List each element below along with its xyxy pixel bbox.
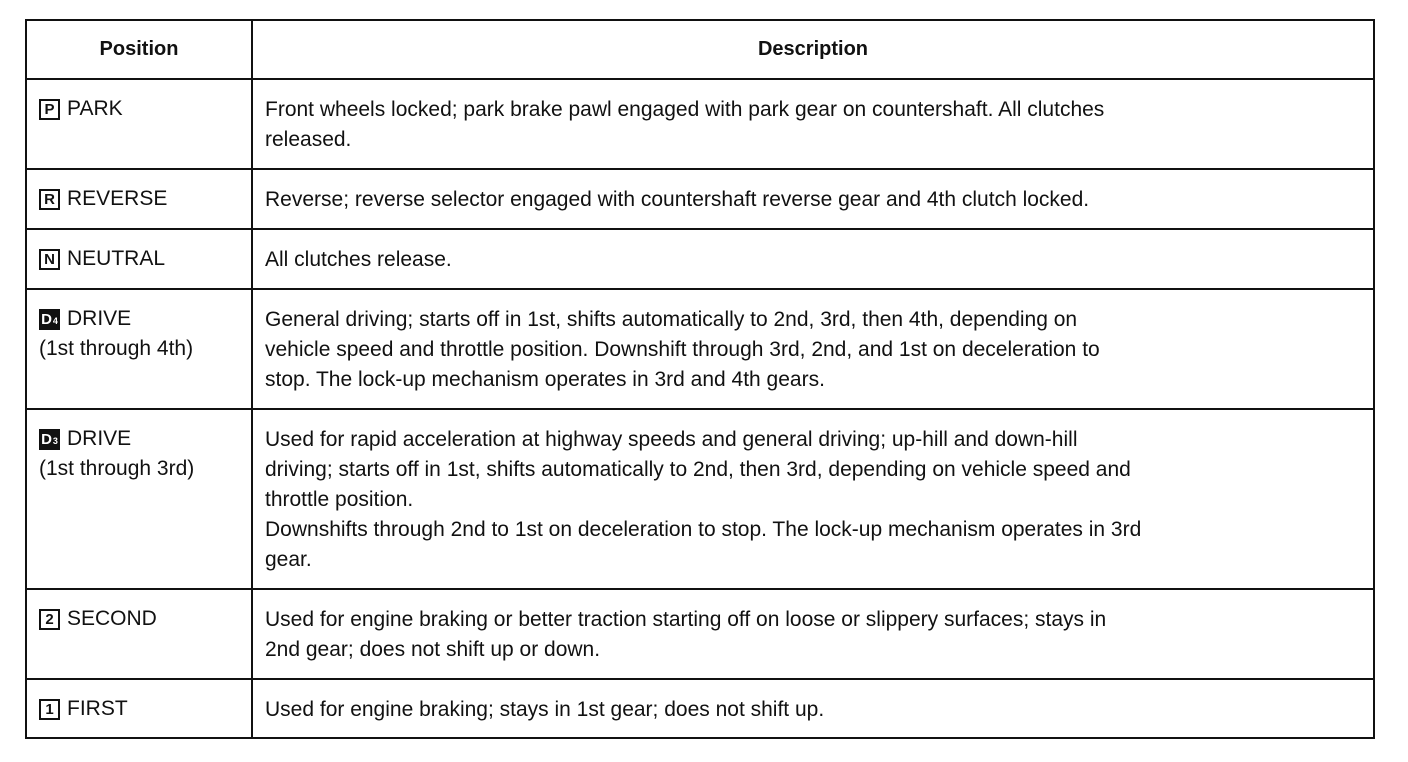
- description-line: Used for engine braking; stays in 1st gear; does not shift up.: [265, 698, 825, 721]
- shift-position-table: [25, 19, 1375, 739]
- table-row: [27, 230, 1373, 290]
- position-cell: [39, 184, 249, 214]
- table-header-row: [27, 21, 1373, 80]
- description-line: 2nd gear; does not shift up or down.: [265, 638, 601, 661]
- description-cell: [265, 605, 1365, 665]
- position-name: FIRST: [67, 697, 128, 720]
- gear-indicator-icon: 2: [39, 609, 60, 630]
- gear-indicator-icon: D 3: [39, 429, 60, 450]
- description-line: All clutches release.: [265, 248, 452, 271]
- position-cell: [39, 244, 249, 274]
- position-name: SECOND: [67, 607, 157, 630]
- position-range: (1st through 3rd): [39, 457, 195, 480]
- description-line: gear.: [265, 548, 312, 571]
- description-line: vehicle speed and throttle position. Downshift through 3rd, 2nd, and 1st on deceleration to: [265, 338, 1100, 361]
- description-line: throttle position.: [265, 488, 414, 511]
- gear-indicator-icon: D 4: [39, 309, 60, 330]
- table-row: [27, 80, 1373, 170]
- description-cell: [265, 695, 1365, 725]
- description-line: stop. The lock-up mechanism operates in 3rd and 4th gears.: [265, 368, 825, 391]
- gear-indicator-icon: P: [39, 99, 60, 120]
- description-line: Reverse; reverse selector engaged with countershaft reverse gear and 4th clutch locked.: [265, 188, 1090, 211]
- table-row: [27, 290, 1373, 410]
- position-name: PARK: [67, 97, 123, 120]
- gear-indicator-icon: R: [39, 189, 60, 210]
- position-name: REVERSE: [67, 187, 168, 210]
- gear-indicator-icon: 1: [39, 699, 60, 720]
- description-cell: [265, 245, 1365, 275]
- position-cell: [39, 94, 249, 124]
- position-cell: [39, 304, 249, 364]
- header-position: Position: [99, 38, 179, 60]
- description-cell: [265, 95, 1365, 155]
- table-row: [27, 170, 1373, 230]
- description-cell: [265, 425, 1365, 575]
- position-range: (1st through 4th): [39, 337, 194, 360]
- description-line: General driving; starts off in 1st, shifts automatically to 2nd, 3rd, then 4th, depending on: [265, 308, 1078, 331]
- description-line: driving; starts off in 1st, shifts automatically to 2nd, then 3rd, depending on vehicle speed and: [265, 458, 1131, 481]
- position-name: NEUTRAL: [67, 247, 166, 270]
- header-description: Description: [757, 38, 869, 60]
- position-cell: [39, 604, 249, 634]
- table-row: [27, 590, 1373, 680]
- description-line: Downshifts through 2nd to 1st on deceleration to stop. The lock-up mechanism operates in 3rd: [265, 518, 1142, 541]
- table-row: [27, 410, 1373, 590]
- table-row: [27, 680, 1373, 737]
- description-cell: [265, 305, 1365, 395]
- position-cell: [39, 694, 249, 724]
- position-cell: [39, 424, 249, 484]
- description-line: Front wheels locked; park brake pawl engaged with park gear on countershaft. All clutches: [265, 98, 1105, 121]
- description-line: Used for engine braking or better traction starting off on loose or slippery surfaces; stays in: [265, 608, 1107, 631]
- position-name: DRIVE: [67, 307, 132, 330]
- gear-indicator-icon: N: [39, 249, 60, 270]
- description-line: released.: [265, 128, 352, 151]
- description-line: Used for rapid acceleration at highway speeds and general driving; up-hill and down-hill: [265, 428, 1078, 451]
- description-cell: [265, 185, 1365, 215]
- position-name: DRIVE: [67, 427, 132, 450]
